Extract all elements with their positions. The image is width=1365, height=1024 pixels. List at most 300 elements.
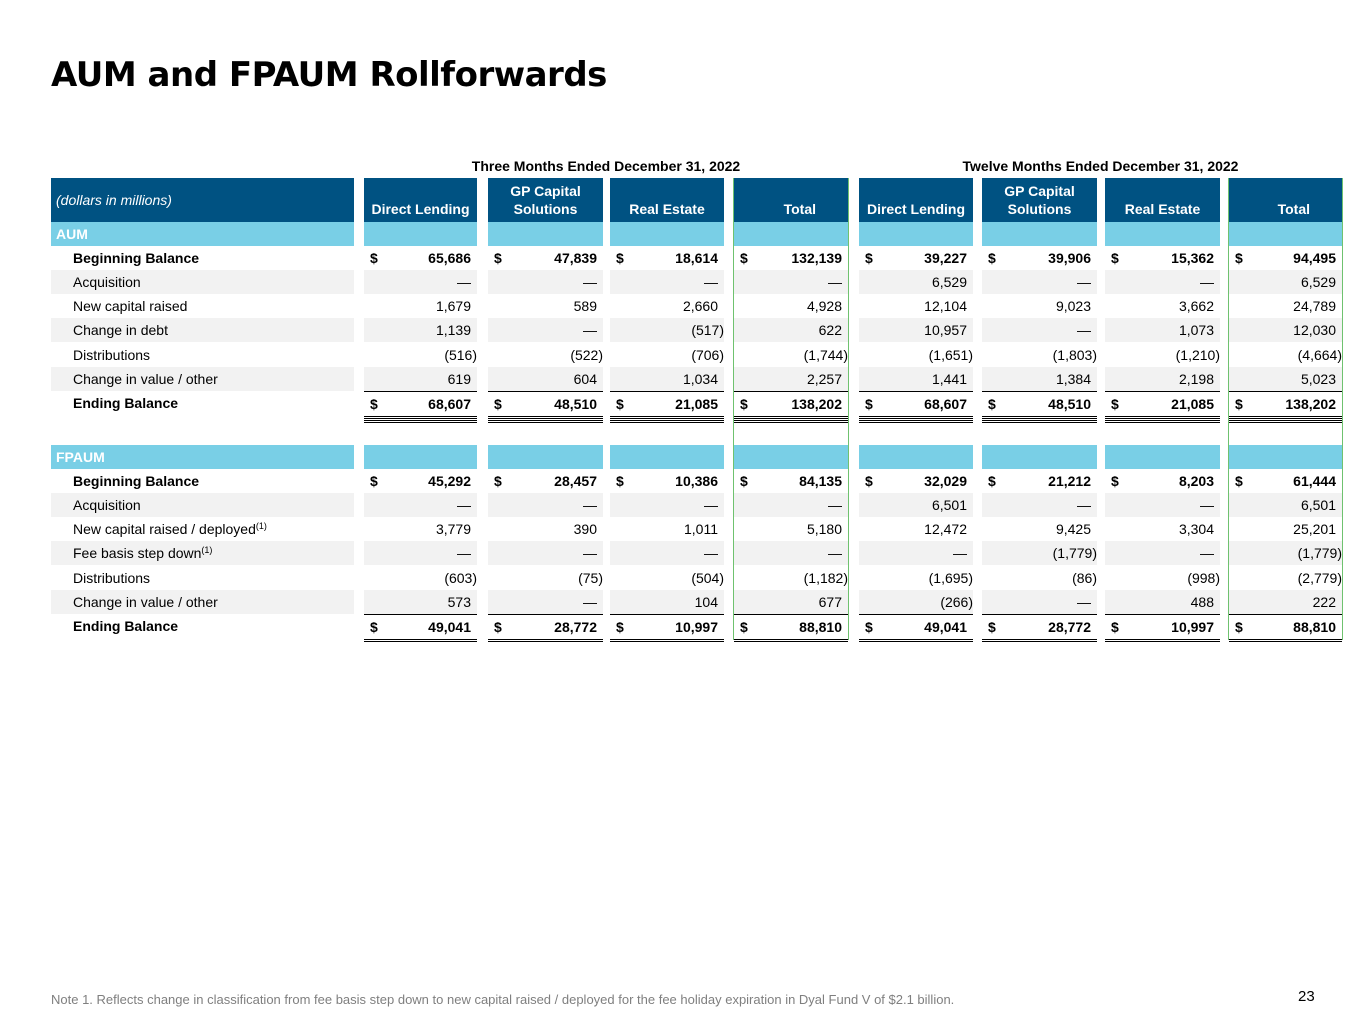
- row-label: Distributions: [73, 570, 151, 586]
- cell-value: 132,139: [791, 250, 842, 266]
- separator-rule: [1105, 420, 1220, 423]
- table-cell: [488, 614, 603, 642]
- row-label: Acquisition: [51, 270, 354, 294]
- cell-value: 1,011: [684, 521, 718, 537]
- section-band: [734, 445, 848, 469]
- table-cell: [610, 391, 724, 419]
- cell-value: 49,041: [924, 619, 967, 635]
- cell-value: —: [828, 545, 842, 561]
- cell-value: 10,957: [924, 322, 967, 338]
- table-cell: [982, 343, 1097, 367]
- currency-symbol: $: [740, 619, 748, 635]
- table-cell: [1105, 294, 1220, 318]
- column-header-line1: [859, 182, 973, 200]
- table-cell: [488, 294, 603, 318]
- table-cell: [1229, 367, 1342, 391]
- currency-symbol: $: [1235, 250, 1243, 266]
- table-cell: [364, 270, 477, 294]
- table-cell: [734, 318, 848, 342]
- cell-value: 21,212: [1048, 473, 1091, 489]
- table-cell: [364, 517, 477, 541]
- cell-value: 18,614: [675, 250, 718, 266]
- cell-value: 619: [447, 371, 471, 387]
- table-cell: [982, 517, 1097, 541]
- table-cell: [982, 590, 1097, 614]
- table-cell: [982, 614, 1097, 642]
- separator-rule: [982, 420, 1097, 423]
- table-cell: [1105, 517, 1220, 541]
- table-cell: [488, 367, 603, 391]
- table-cell: [1105, 541, 1220, 565]
- row-label: Distributions: [73, 347, 151, 363]
- table-cell: [734, 566, 848, 590]
- column-header-line2: Total: [783, 201, 816, 217]
- table-cell: [859, 517, 973, 541]
- column-divider: [733, 178, 734, 640]
- separator-rule: [610, 420, 724, 423]
- table-cell: [1105, 566, 1220, 590]
- section-band: [734, 222, 848, 246]
- table-cell: [859, 270, 973, 294]
- currency-symbol: $: [865, 619, 873, 635]
- currency-symbol: $: [370, 473, 378, 489]
- cell-value: —: [828, 497, 842, 513]
- table-cell: [610, 469, 724, 493]
- cell-value: —: [583, 274, 597, 290]
- currency-symbol: $: [494, 396, 502, 412]
- table-cell: [859, 391, 973, 419]
- cell-value: —: [704, 497, 718, 513]
- table-cell: [982, 246, 1097, 270]
- row-label: Beginning Balance: [73, 250, 200, 266]
- table-cell: [859, 566, 973, 590]
- cell-value: 21,085: [675, 396, 718, 412]
- footnote: Note 1. Reflects change in classification from fee basis step down to new capital raised / deployed for the fee holiday expiration in Dyal Fund V of $2.1 billion.: [51, 992, 955, 1007]
- section-band: [488, 222, 603, 246]
- cell-value: (517): [691, 322, 724, 338]
- table-cell: [610, 614, 724, 642]
- row-label: Change in value / other: [51, 590, 354, 614]
- currency-symbol: $: [370, 250, 378, 266]
- table-cell: [1229, 343, 1342, 367]
- table-cell: [982, 318, 1097, 342]
- table-cell: [488, 493, 603, 517]
- cell-value: 2,257: [806, 371, 842, 387]
- table-cell: [1105, 493, 1220, 517]
- table-cell: [488, 541, 603, 565]
- cell-value: —: [1200, 497, 1214, 513]
- cell-value: 6,529: [931, 274, 967, 290]
- cell-value: 8,203: [1178, 473, 1214, 489]
- column-header-line1: [364, 182, 477, 200]
- units-label: (dollars in millions): [51, 178, 354, 222]
- currency-symbol: $: [370, 619, 378, 635]
- table-cell: [1229, 541, 1342, 565]
- table-cell: [364, 469, 477, 493]
- row-label: Acquisition: [51, 493, 354, 517]
- currency-symbol: $: [616, 619, 624, 635]
- cell-value: 3,304: [1178, 521, 1214, 537]
- cell-value: 47,839: [554, 250, 597, 266]
- cell-value: 28,772: [554, 619, 597, 635]
- column-header-line1: GP Capital: [510, 183, 581, 199]
- cell-value: (603): [444, 570, 477, 586]
- row-label: New capital raised: [73, 298, 188, 314]
- currency-symbol: $: [494, 619, 502, 635]
- cell-value: 1,073: [1178, 322, 1214, 338]
- cell-value: (266): [940, 594, 973, 610]
- cell-value: 589: [573, 298, 597, 314]
- cell-value: (1,779): [1297, 545, 1342, 561]
- cell-value: 488: [1190, 594, 1214, 610]
- table-cell: [488, 270, 603, 294]
- table-cell: [859, 367, 973, 391]
- cell-value: (86): [1072, 570, 1097, 586]
- column-divider: [848, 178, 849, 640]
- table-cell: [488, 517, 603, 541]
- cell-value: 622: [818, 322, 842, 338]
- cell-value: (1,182): [803, 570, 848, 586]
- table-cell: [982, 270, 1097, 294]
- cell-value: (504): [691, 570, 724, 586]
- cell-value: 9,023: [1055, 298, 1091, 314]
- cell-value: —: [583, 545, 597, 561]
- table-cell: [488, 343, 603, 367]
- cell-value: (1,695): [928, 570, 973, 586]
- currency-symbol: $: [616, 473, 624, 489]
- cell-value: —: [583, 322, 597, 338]
- cell-value: 48,510: [554, 396, 597, 412]
- table-cell: [364, 493, 477, 517]
- currency-symbol: $: [494, 473, 502, 489]
- cell-value: 48,510: [1048, 396, 1091, 412]
- column-divider: [1228, 178, 1229, 640]
- section-label: AUM: [51, 222, 354, 246]
- separator-rule: [364, 420, 477, 423]
- cell-value: 1,679: [435, 298, 471, 314]
- section-band: [1229, 445, 1342, 469]
- page-number: 23: [1298, 988, 1315, 1005]
- separator-rule: [1229, 420, 1342, 423]
- cell-value: 12,030: [1293, 322, 1336, 338]
- table-cell: [610, 246, 724, 270]
- table-cell: [982, 294, 1097, 318]
- cell-value: 10,997: [675, 619, 718, 635]
- table-cell: [859, 541, 973, 565]
- row-label: Ending Balance: [73, 618, 179, 634]
- table-cell: [1229, 294, 1342, 318]
- cell-value: —: [1077, 274, 1091, 290]
- column-header-line2: Solutions: [1007, 201, 1072, 217]
- table-cell: [1105, 614, 1220, 642]
- period-header: Three Months Ended December 31, 2022: [471, 158, 741, 174]
- table-cell: [610, 590, 724, 614]
- table-cell: [1229, 590, 1342, 614]
- currency-symbol: $: [865, 250, 873, 266]
- column-header-line2: Real Estate: [629, 201, 705, 217]
- cell-value: 68,607: [428, 396, 471, 412]
- table-cell: [610, 541, 724, 565]
- cell-value: 138,202: [1285, 396, 1336, 412]
- currency-symbol: $: [740, 473, 748, 489]
- currency-symbol: $: [1235, 473, 1243, 489]
- separator-rule: [488, 420, 603, 423]
- table-cell: [734, 614, 848, 642]
- table-cell: [982, 493, 1097, 517]
- currency-symbol: $: [740, 250, 748, 266]
- cell-value: —: [583, 497, 597, 513]
- column-header: [1229, 178, 1342, 222]
- cell-value: 39,227: [924, 250, 967, 266]
- table-cell: [610, 367, 724, 391]
- cell-value: (1,779): [1052, 545, 1097, 561]
- column-header: [1105, 178, 1220, 222]
- cell-value: —: [704, 274, 718, 290]
- table-cell: [734, 343, 848, 367]
- cell-value: 1,034: [682, 371, 718, 387]
- cell-value: 2,660: [682, 298, 718, 314]
- table-cell: [734, 246, 848, 270]
- table-cell: [488, 246, 603, 270]
- table-cell: [982, 367, 1097, 391]
- table-cell: [1105, 391, 1220, 419]
- currency-symbol: $: [494, 250, 502, 266]
- currency-symbol: $: [1235, 396, 1243, 412]
- cell-value: 104: [694, 594, 718, 610]
- cell-value: (516): [444, 347, 477, 363]
- cell-value: —: [1200, 545, 1214, 561]
- table-cell: [488, 469, 603, 493]
- cell-value: —: [1200, 274, 1214, 290]
- cell-value: (1,651): [928, 347, 973, 363]
- cell-value: 9,425: [1055, 521, 1091, 537]
- table-cell: [982, 469, 1097, 493]
- column-header-line1: [1105, 182, 1220, 200]
- table-cell: [1229, 469, 1342, 493]
- table-cell: [1229, 566, 1342, 590]
- section-band: [1229, 222, 1342, 246]
- table-cell: [364, 391, 477, 419]
- cell-value: 24,789: [1293, 298, 1336, 314]
- table-cell: [488, 391, 603, 419]
- cell-value: —: [953, 545, 967, 561]
- cell-value: 604: [573, 371, 597, 387]
- currency-symbol: $: [1111, 250, 1119, 266]
- cell-value: —: [583, 594, 597, 610]
- section-band: [488, 445, 603, 469]
- cell-value: 3,779: [435, 521, 471, 537]
- cell-value: 6,501: [1300, 497, 1336, 513]
- cell-value: (4,664): [1297, 347, 1342, 363]
- footnote-marker: (1): [255, 521, 267, 531]
- column-header: [859, 178, 973, 222]
- table-cell: [859, 493, 973, 517]
- table-cell: [364, 614, 477, 642]
- cell-value: 1,384: [1055, 371, 1091, 387]
- table-cell: [364, 590, 477, 614]
- footnote-marker: (1): [201, 545, 213, 555]
- table-cell: [488, 566, 603, 590]
- cell-value: 68,607: [924, 396, 967, 412]
- table-cell: [1105, 318, 1220, 342]
- table-cell: [364, 318, 477, 342]
- page-title: AUM and FPAUM Rollforwards: [51, 55, 607, 95]
- cell-value: 88,810: [1293, 619, 1336, 635]
- cell-value: —: [828, 274, 842, 290]
- cell-value: 6,529: [1300, 274, 1336, 290]
- cell-value: (1,744): [803, 347, 848, 363]
- table-cell: [610, 270, 724, 294]
- cell-value: —: [457, 545, 471, 561]
- cell-value: (522): [570, 347, 603, 363]
- row-label: Ending Balance: [73, 395, 179, 411]
- column-header-line2: Direct Lending: [866, 201, 965, 217]
- table-cell: [610, 294, 724, 318]
- currency-symbol: $: [1111, 619, 1119, 635]
- section-band: [859, 222, 973, 246]
- cell-value: —: [457, 497, 471, 513]
- cell-value: 28,457: [554, 473, 597, 489]
- section-band: [364, 445, 477, 469]
- table-cell: [859, 294, 973, 318]
- row-label: New capital raised / deployed$^{(1)}$: [73, 521, 267, 537]
- table-cell: [734, 541, 848, 565]
- table-cell: [982, 541, 1097, 565]
- table-cell: [734, 469, 848, 493]
- table-cell: [1105, 246, 1220, 270]
- column-divider: [1342, 178, 1343, 640]
- table-cell: [364, 294, 477, 318]
- cell-value: 4,928: [806, 298, 842, 314]
- table-cell: [859, 318, 973, 342]
- row-label: Beginning Balance: [73, 473, 200, 489]
- cell-value: 222: [1312, 594, 1336, 610]
- column-header-line2: Total: [1277, 201, 1310, 217]
- table-cell: [610, 517, 724, 541]
- currency-symbol: $: [988, 396, 996, 412]
- section-band: [1105, 222, 1220, 246]
- row-label: Change in value / other: [51, 367, 354, 391]
- cell-value: —: [704, 545, 718, 561]
- cell-value: 45,292: [428, 473, 471, 489]
- table-cell: [1105, 367, 1220, 391]
- section-band: [364, 222, 477, 246]
- cell-value: 5,180: [806, 521, 842, 537]
- currency-symbol: $: [616, 250, 624, 266]
- table-cell: [734, 294, 848, 318]
- column-header: [610, 178, 724, 222]
- cell-value: 1,139: [435, 322, 471, 338]
- table-cell: [364, 246, 477, 270]
- cell-value: (1,210): [1175, 347, 1220, 363]
- currency-symbol: $: [865, 396, 873, 412]
- table-cell: [1229, 493, 1342, 517]
- currency-symbol: $: [740, 396, 748, 412]
- table-cell: [364, 566, 477, 590]
- cell-value: 32,029: [924, 473, 967, 489]
- table-cell: [364, 541, 477, 565]
- section-band: [610, 222, 724, 246]
- currency-symbol: $: [370, 396, 378, 412]
- cell-value: 39,906: [1048, 250, 1091, 266]
- cell-value: 10,386: [675, 473, 718, 489]
- row-label: Fee basis step down$^{(1)}$: [51, 541, 354, 565]
- cell-value: —: [1077, 497, 1091, 513]
- cell-value: (75): [578, 570, 603, 586]
- table-cell: [364, 343, 477, 367]
- table-cell: [1229, 391, 1342, 419]
- column-header: [982, 178, 1097, 222]
- table-cell: [610, 566, 724, 590]
- table-cell: [734, 517, 848, 541]
- cell-value: 573: [447, 594, 471, 610]
- table-cell: [734, 270, 848, 294]
- column-header-line2: Solutions: [513, 201, 578, 217]
- table-cell: [734, 590, 848, 614]
- cell-value: 5,023: [1300, 371, 1336, 387]
- table-cell: [734, 391, 848, 419]
- column-header-line2: Real Estate: [1124, 201, 1201, 217]
- currency-symbol: $: [865, 473, 873, 489]
- cell-value: 61,444: [1293, 473, 1336, 489]
- table-cell: [859, 469, 973, 493]
- currency-symbol: $: [1111, 473, 1119, 489]
- table-cell: [610, 343, 724, 367]
- table-cell: [1105, 590, 1220, 614]
- currency-symbol: $: [1235, 619, 1243, 635]
- table-cell: [488, 318, 603, 342]
- table-cell: [1229, 614, 1342, 642]
- cell-value: —: [457, 274, 471, 290]
- table-cell: [734, 367, 848, 391]
- table-cell: [982, 566, 1097, 590]
- table-cell: [734, 493, 848, 517]
- cell-value: 65,686: [428, 250, 471, 266]
- cell-value: —: [1077, 322, 1091, 338]
- cell-value: 2,198: [1178, 371, 1214, 387]
- table-cell: [1229, 270, 1342, 294]
- table-cell: [1105, 270, 1220, 294]
- cell-value: 390: [573, 521, 597, 537]
- currency-symbol: $: [988, 473, 996, 489]
- column-header: [734, 178, 848, 222]
- table-cell: [610, 493, 724, 517]
- cell-value: (998): [1187, 570, 1220, 586]
- table-cell: [859, 614, 973, 642]
- cell-value: 1,441: [931, 371, 967, 387]
- section-band: [982, 222, 1097, 246]
- cell-value: 28,772: [1048, 619, 1091, 635]
- cell-value: (1,803): [1052, 347, 1097, 363]
- period-header: Twelve Months Ended December 31, 2022: [962, 158, 1239, 174]
- column-header: [364, 178, 477, 222]
- section-band: [1105, 445, 1220, 469]
- column-header-line1: GP Capital: [1004, 183, 1075, 199]
- row-label: Change in debt: [51, 318, 354, 342]
- cell-value: —: [1077, 594, 1091, 610]
- column-header-line1: [734, 182, 816, 200]
- column-header-line1: [1229, 182, 1310, 200]
- cell-value: 84,135: [799, 473, 842, 489]
- table-cell: [1229, 318, 1342, 342]
- cell-value: (706): [691, 347, 724, 363]
- table-cell: [1105, 343, 1220, 367]
- cell-value: 138,202: [791, 396, 842, 412]
- table-cell: [859, 343, 973, 367]
- cell-value: 6,501: [931, 497, 967, 513]
- cell-value: 677: [818, 594, 842, 610]
- column-header: [488, 178, 603, 222]
